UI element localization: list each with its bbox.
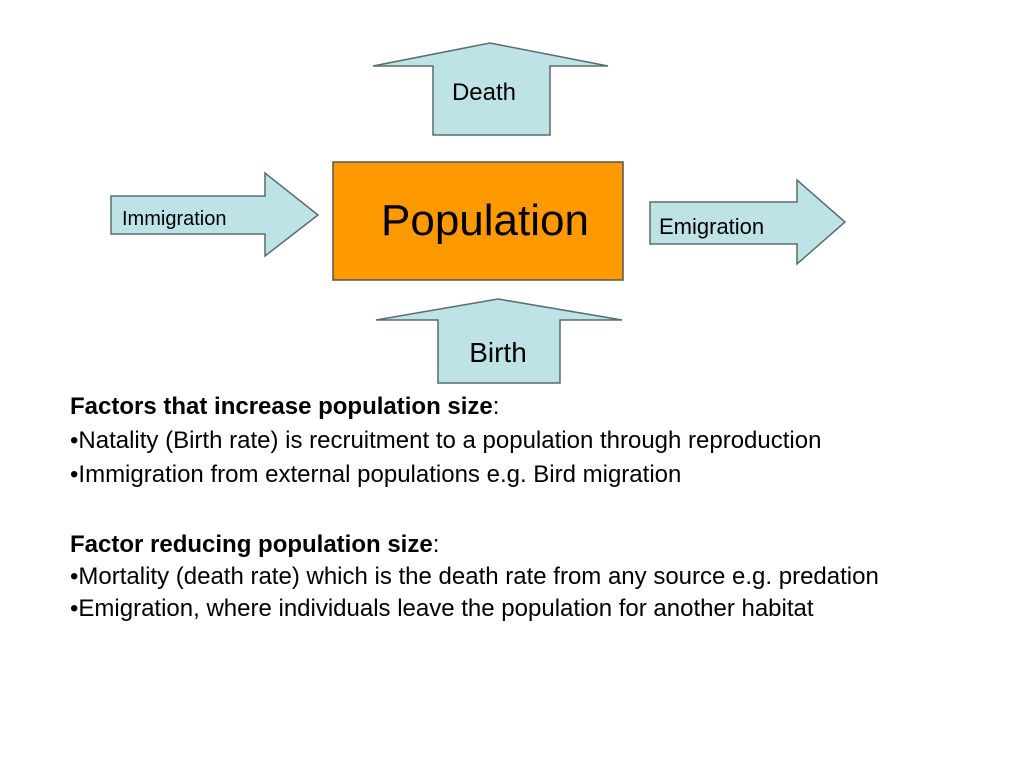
section-spacer [70,494,990,530]
increase-bullet-immigration: •Immigration from external populations e.g. Bird migration [70,461,682,488]
reduce-bullet-mortality: •Mortality (death rate) which is the death rate from any source e.g. predation [70,563,879,590]
increase-heading-text: Factors that increase population size [70,393,493,420]
death-arrow [373,43,608,135]
increase-heading [70,392,990,421]
emigration-arrow [650,180,845,264]
increase-bullet-natality: •Natality (Birth rate) is recruitment to a population through reproduction [70,427,822,454]
reduce-heading-text: Factor reducing population size [70,531,433,558]
emigration-label: Emigration [659,214,765,239]
death-label: Death [451,79,517,106]
birth-label: Birth [469,337,527,368]
reduce-bullet-emigration: •Emigration, where individuals leave the population for another habitat [70,595,814,622]
explanation-text [70,392,990,628]
birth-arrow [376,299,622,383]
population-label: Population [381,196,589,245]
immigration-arrow [111,173,318,256]
reduce-heading [70,530,990,559]
increase-heading-colon: : [492,393,500,420]
population-box [333,162,623,280]
reduce-heading-colon: : [432,531,440,558]
immigration-label: Immigration [122,208,227,230]
